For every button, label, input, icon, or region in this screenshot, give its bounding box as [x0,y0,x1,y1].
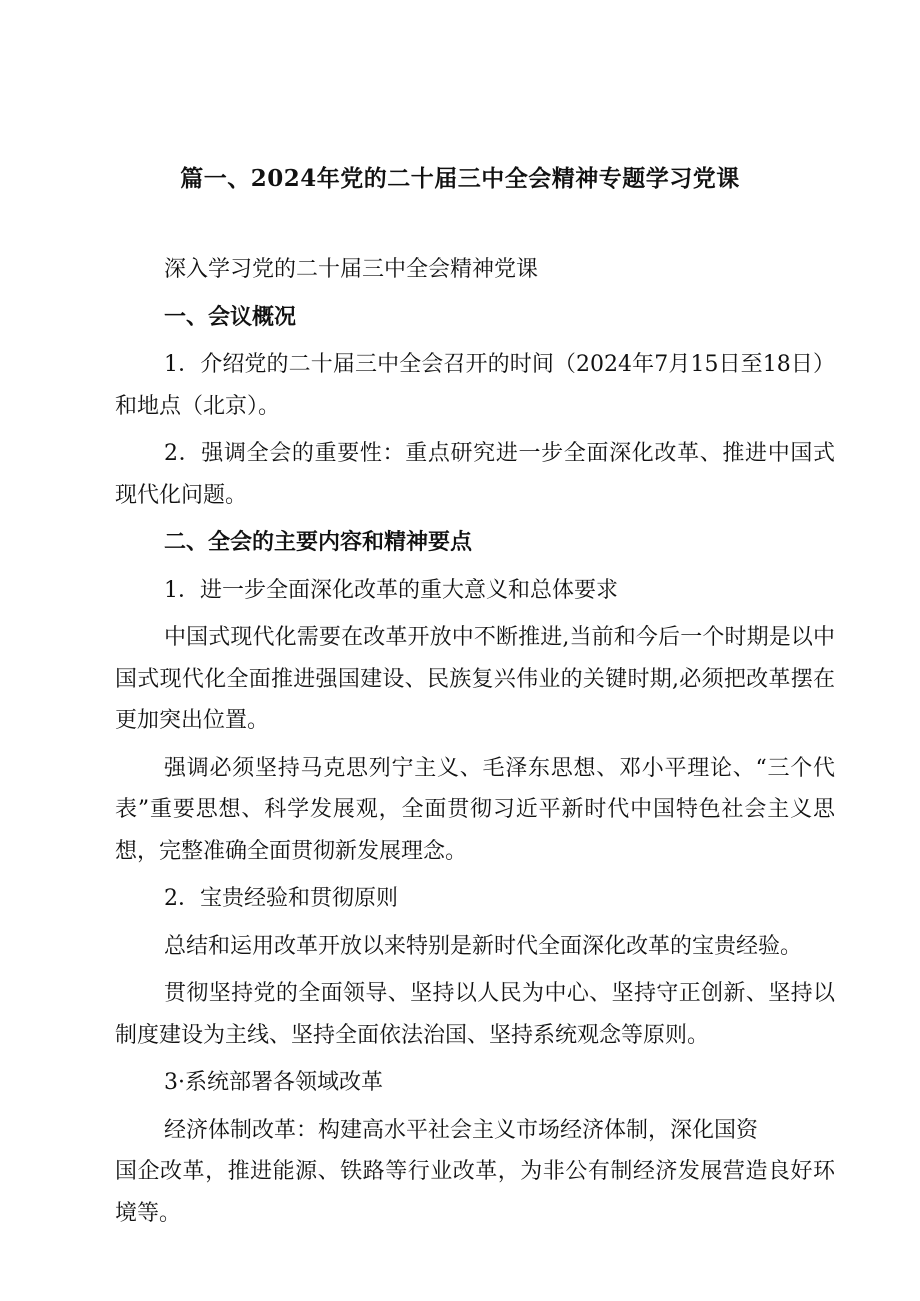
body-paragraph-continuation: 国企改革，推进能源、铁路等行业改革，为非公有制经济发展营造良好环境等。 [115,1159,835,1226]
subtitle-paragraph: 深入学习党的二十届三中全会精神党课 [164,257,539,282]
subsection-heading: 1．进一步全面深化改革的重大意义和总体要求 [164,577,618,603]
section-heading-1: 一、会议概况 [164,303,297,330]
subsection-heading: 2．宝贵经验和贯彻原则 [164,886,398,911]
body-paragraph: 贯彻坚持党的全面领导、坚持以人民为中心、坚持守正创新、坚持以制度建设为主线、坚持全面依法治国、坚持系统观念等原则。 [115,981,835,1048]
subsection-heading: 3·系统部署各领域改革 [164,1070,383,1095]
section-heading-2: 二、全会的主要内容和精神要点 [164,529,473,555]
body-paragraph: 2．强调全会的重要性：重点研究进一步全面深化改革、推进中国式现代化问题。 [115,441,835,508]
document-title: 篇一、2024年党的二十届三中全会精神专题学习党课 [180,165,740,192]
body-paragraph: 1．介绍党的二十届三中全会召开的时间（2024年7月15日至18日）和地点（北京）。 [115,352,835,419]
body-paragraph: 经济体制改革：构建高水平社会主义市场经济体制，深化国资 [164,1117,759,1143]
body-paragraph: 强调必须坚持马克思列宁主义、毛泽东思想、邓小平理论、“三个代表”重要思想、科学发展观，全面贯彻习近平新时代中国特色社会主义思想，完整准确全面贯彻新发展理念。 [115,755,835,864]
document-body [115,249,835,1240]
body-paragraph: 中国式现代化需要在改革开放中不断推进,当前和今后一个时期是以中国式现代化全面推进强国建设、民族复兴伟业的关键时期,必须把改革摆在更加突出位置。 [115,625,835,733]
body-paragraph: 总结和运用改革开放以来特别是新时代全面深化改革的宝贵经验。 [164,933,803,959]
